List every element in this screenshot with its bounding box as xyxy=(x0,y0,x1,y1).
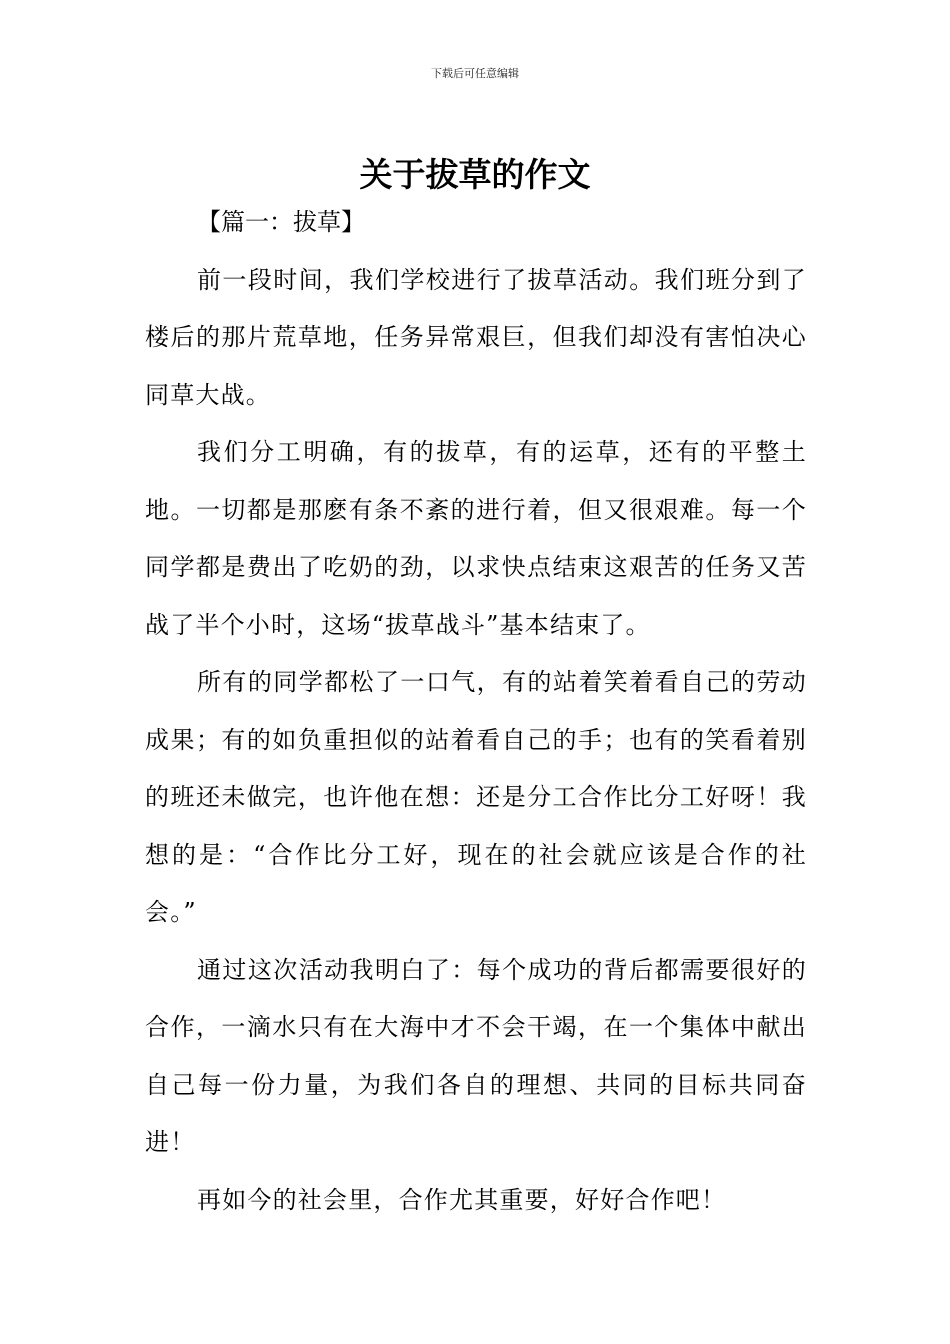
section-heading: 【篇一：拔草】 xyxy=(197,208,365,236)
document-body xyxy=(145,194,807,1229)
document-title: 关于拔草的作文 xyxy=(359,155,591,195)
paragraph: 通过这次活动我明白了：每个成功的背后都需要很好的合作，一滴水只有在大海中才不会干竭，在一个集体中献出自己每一份力量，为我们各自的理想、共同的目标共同奋进！ xyxy=(145,955,807,1156)
header-note: 下载后可任意编辑 xyxy=(431,67,519,80)
paragraph: 再如今的社会里，合作尤其重要，好好合作吧！ xyxy=(197,1185,727,1214)
paragraph: 所有的同学都松了一口气，有的站着笑着看自己的劳动成果；有的如负重担似的站着看自己的手；也有的笑看着别的班还未做完，也许他在想：还是分工合作比分工好呀！我想的是：“合作比分工好，现在的社会就应该是合作的社会。” xyxy=(145,668,807,926)
paragraph: 我们分工明确，有的拔草，有的运草，还有的平整土地。一切都是那麽有条不紊的进行着，但又很艰难。每一个同学都是费出了吃奶的劲，以求快点结束这艰苦的任务又苦战了半个小时，这场“拔草战斗”基本结束了。 xyxy=(145,438,807,639)
paragraph: 前一段时间，我们学校进行了拔草活动。我们班分到了楼后的那片荒草地，任务异常艰巨，但我们却没有害怕决心同草大战。 xyxy=(145,265,807,409)
